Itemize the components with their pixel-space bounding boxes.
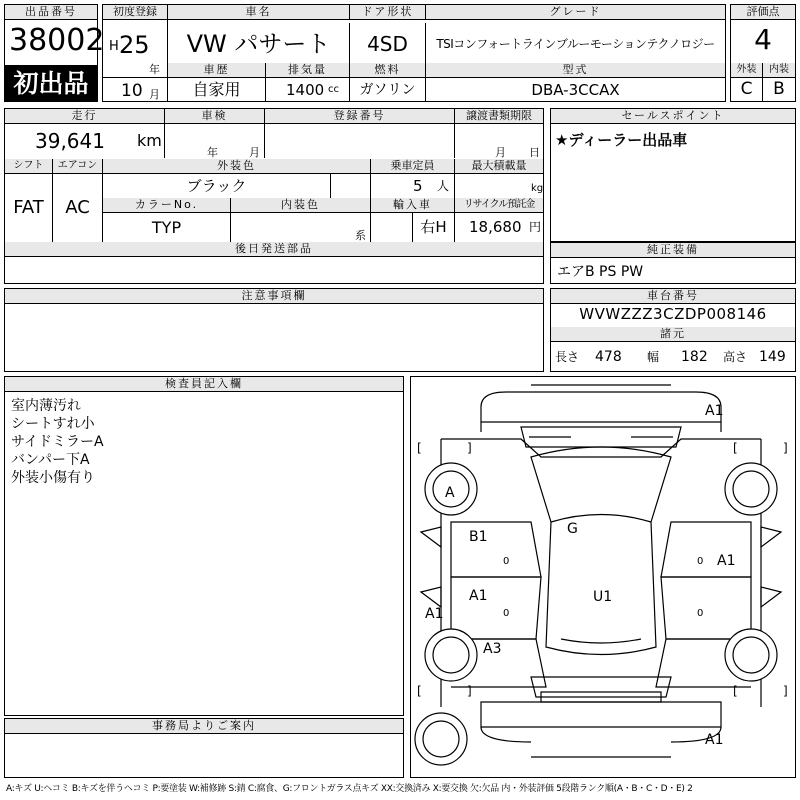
interior-grade: B (773, 79, 785, 99)
bracket-left: [ (733, 684, 738, 698)
ac-label: エアコン (53, 159, 103, 174)
capacity-unit: 人 (437, 179, 450, 193)
ac-value: AC (53, 174, 103, 242)
recycle-unit: 円 (529, 220, 542, 234)
grade-label: グレード (426, 5, 725, 20)
inspector-box (4, 376, 404, 716)
plate-label: 登録番号 (265, 109, 455, 124)
bracket-right: ] (783, 684, 788, 698)
mark-rear-right: A1 (705, 732, 724, 748)
bracket-right: ] (467, 441, 472, 455)
mark-left-rear-door: A1 (469, 588, 488, 604)
door-label: ドア形状 (350, 5, 426, 20)
bracket-left: [ (417, 441, 422, 455)
notes-label: 注意事項欄 (5, 289, 543, 304)
sales-point-box (550, 108, 796, 242)
transfer-cell (455, 124, 543, 158)
year-unit: 年 (149, 63, 160, 76)
ext-color: ブラック (103, 174, 331, 198)
sales-point-text: ★ディーラー出品車 (555, 131, 688, 149)
reg-month: 10 (121, 81, 143, 101)
zero-mark: 0 (697, 556, 704, 567)
chassis-label: 車台番号 (551, 289, 795, 304)
office-box (4, 718, 404, 778)
height: 149 (759, 349, 786, 365)
import-label: 輸入車 (371, 198, 455, 213)
score: 4 (754, 23, 772, 56)
shift-label: シフト (5, 159, 53, 174)
shift-value: FAT (5, 174, 53, 242)
mark-left-quarter: A1 (425, 606, 444, 622)
notes-box (4, 288, 544, 372)
int-color-cell (231, 213, 371, 242)
mark-right-front-door: A1 (717, 553, 736, 569)
transfer-month-unit: 月 (495, 146, 506, 159)
inspector-label: 検査員記入欄 (5, 377, 403, 392)
mark-windshield: G (567, 521, 578, 537)
fuel: ガソリン (350, 78, 426, 102)
transfer-day-unit: 日 (529, 146, 540, 159)
int-color-unit: 系 (355, 229, 366, 242)
recycle: 18,680 (469, 218, 522, 236)
mileage: 39,641 (35, 129, 105, 153)
details-block (4, 108, 544, 284)
transfer-label: 譲渡書類期限 (455, 109, 543, 124)
score-cell (730, 4, 796, 102)
length-label: 長さ (555, 350, 580, 364)
width-label: 幅 (647, 350, 660, 364)
mark-front-left-tire: A (445, 485, 455, 501)
dims-label: 諸元 (551, 327, 795, 342)
model-code: DBA-3CCAX (531, 81, 620, 99)
interior-label: 内装 (763, 63, 795, 78)
inspector-line: 外装小傷有り (11, 470, 95, 486)
displacement-cell (266, 78, 350, 102)
inspector-line: バンパー下A (11, 452, 90, 468)
ext-color-extra (331, 174, 371, 198)
mileage-cell (5, 124, 165, 158)
recycle-cell (455, 213, 543, 242)
zero-mark: 0 (697, 608, 704, 619)
first-reg-cell (102, 4, 168, 102)
model-label: 型式 (426, 63, 725, 78)
score-label: 評価点 (731, 5, 795, 20)
bracket-left: [ (417, 684, 422, 698)
inspection-month-unit: 月 (249, 146, 260, 159)
zero-mark: 0 (503, 556, 510, 567)
plate-value (265, 124, 455, 158)
width: 182 (681, 349, 708, 365)
equipment-label: 純正装備 (551, 243, 795, 258)
car-diagram (411, 377, 795, 777)
lot-number: 38002 (9, 23, 105, 58)
first-listing-badge: 初出品 (4, 66, 98, 102)
steering: 右H (413, 213, 455, 242)
load-label: 最大積載量 (455, 159, 543, 174)
mark-left-front-door: B1 (469, 529, 488, 545)
load-cell (455, 174, 543, 198)
lot-label: 出品番号 (5, 5, 97, 20)
sales-point-label: セールスポイント (551, 109, 795, 124)
mark-front-right: A1 (705, 403, 724, 419)
vehicle-info-grid (168, 4, 726, 102)
displacement: 1400 (286, 81, 325, 99)
mileage-unit: km (137, 131, 162, 150)
first-reg-label: 初度登録 (103, 5, 167, 20)
later-parts-value (5, 257, 543, 283)
inspection-label: 車検 (165, 109, 265, 124)
length: 478 (595, 349, 622, 365)
inspection-year-unit: 年 (207, 146, 218, 159)
inspection-cell (165, 124, 265, 158)
fuel-label: 燃料 (350, 63, 426, 78)
capacity-cell (371, 174, 455, 198)
era: H (109, 39, 119, 54)
car-name-label: 車名 (168, 5, 350, 20)
bracket-right: ] (783, 441, 788, 455)
mark-left-rear-fender: A3 (483, 641, 502, 657)
month-unit: 月 (149, 88, 160, 101)
equipment-box (550, 242, 796, 284)
car-diagram-box (410, 376, 796, 778)
history-label: 車歴 (168, 63, 266, 78)
later-parts-label: 後日発送部品 (5, 242, 543, 257)
color-no: TYP (103, 213, 231, 242)
load-unit: kg (531, 183, 544, 194)
mileage-label: 走行 (5, 109, 165, 124)
height-label: 高さ (723, 350, 748, 364)
door-type: 4SD (350, 23, 426, 65)
lot-cell (4, 4, 105, 66)
int-color-label: 内装色 (231, 198, 371, 213)
bracket-right: ] (467, 684, 472, 698)
grade: TSIコンフォートラインブルーモーションテクノロジー (436, 37, 715, 51)
equipment-text: エアB PS PW (557, 264, 644, 280)
displacement-label: 排気量 (266, 63, 350, 78)
bracket-left: [ (733, 441, 738, 455)
legend-text: A:キズ U:ヘコミ B:キズを伴うヘコミ P:要塗装 W:補修跡 S:錆 C:腐食、G:フロントガラス点キズ XX:交換済み X:要交換 欠:欠品 内・外装評価 5段階ランク順(A・B・C・D・E) 2 (6, 784, 693, 794)
car-name: VW パサート (168, 23, 350, 65)
chassis-box (550, 288, 796, 372)
chassis-number: WVWZZZ3CZDP008146 (579, 305, 767, 323)
exterior-grade: C (731, 78, 763, 101)
header-block (4, 4, 796, 102)
reg-year: 25 (119, 31, 150, 59)
displacement-unit: cc (328, 84, 339, 95)
color-no-label: カラーNo. (103, 198, 231, 213)
capacity: 5 (413, 177, 423, 195)
zero-mark: 0 (503, 608, 510, 619)
capacity-label: 乗車定員 (371, 159, 455, 174)
import-value (371, 213, 413, 242)
inspector-line: シートすれ小 (11, 416, 95, 432)
dims-row (551, 343, 795, 371)
inspector-line: 室内薄汚れ (11, 398, 81, 414)
office-label: 事務局よりご案内 (5, 719, 403, 734)
mark-roof: U1 (593, 589, 613, 605)
exterior-label: 外装 (731, 63, 763, 78)
history: 自家用 (168, 78, 266, 102)
recycle-label: リサイクル預託金 (455, 198, 543, 213)
inspector-line: サイドミラーA (11, 434, 104, 450)
ext-color-label: 外装色 (103, 159, 371, 174)
